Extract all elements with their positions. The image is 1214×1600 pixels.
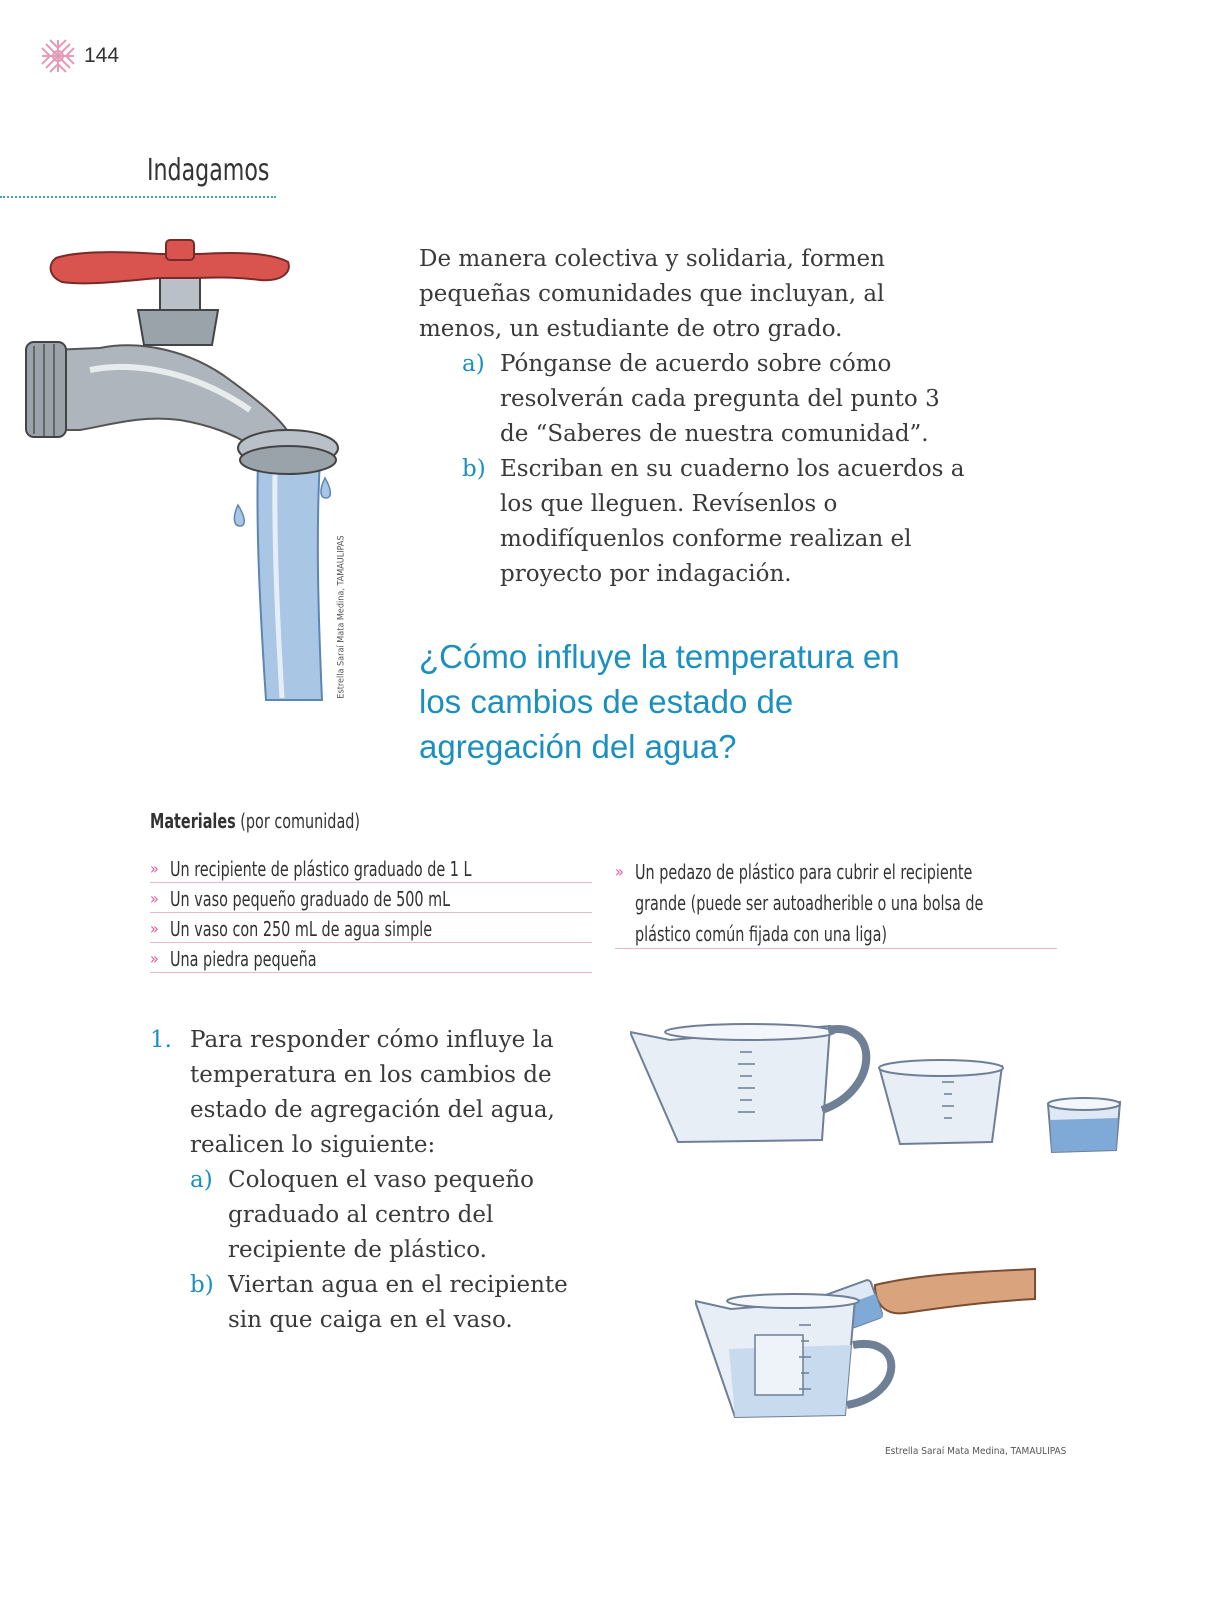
- materials-title-rest: (por comunidad): [235, 809, 361, 833]
- page-header: [40, 38, 119, 74]
- step-1-text: Para responder cómo influye la temperatura en los cambios de estado de agregación del agua, realicen lo siguiente:: [190, 1027, 555, 1158]
- question-heading: ¿Cómo influye la temperatura en los cambios de estado de agregación del agua?: [419, 638, 900, 765]
- intro-item-a-letter: a): [462, 351, 485, 377]
- bullet-arrow-icon: »: [150, 859, 159, 878]
- step-1-item-a: [190, 1163, 600, 1268]
- step-1-number: 1.: [150, 1027, 172, 1053]
- material-item: » Un recipiente de plástico graduado de 1 L: [150, 853, 592, 883]
- materials-list-right: [615, 853, 1057, 949]
- step-1-item-b: [190, 1268, 600, 1338]
- intro-item-b-text: Escriban en su cuaderno los acuerdos a los que lleguen. Revísenlos o modifíquenlos conforme realizan el proyecto por indagación.: [500, 456, 965, 587]
- intro-item-b: [462, 452, 979, 592]
- bullet-arrow-icon: »: [150, 919, 159, 938]
- page-number: 144: [84, 44, 120, 67]
- step-1-item-b-letter: b): [190, 1272, 214, 1298]
- intro-block: [419, 242, 979, 592]
- step-1-item-a-letter: a): [190, 1167, 213, 1193]
- faucet-illustration: [20, 230, 340, 710]
- step-1-intro: [150, 1023, 600, 1163]
- intro-item-a-text: Pónganse de acuerdo sobre cómo resolverán cada pregunta del punto 3 de “Saberes de nuestra comunidad”.: [500, 351, 940, 447]
- intro-item-b-letter: b): [462, 456, 486, 482]
- step-1-item-a-text: Coloquen el vaso pequeño graduado al centro del recipiente de plástico.: [228, 1167, 535, 1263]
- materials-list-left: [150, 853, 592, 973]
- step-1: [150, 1023, 600, 1338]
- bullet-arrow-icon: »: [150, 889, 159, 908]
- pouring-water-illustration: [695, 1265, 1045, 1430]
- material-item-line: grande (puede ser autoadherible o una bolsa de: [635, 891, 984, 915]
- measuring-cups-illustration: [630, 1010, 1130, 1170]
- section-divider: [0, 196, 276, 198]
- bullet-arrow-icon: »: [615, 862, 624, 881]
- material-item-line: » Un pedazo de plástico para cubrir el recipiente: [615, 860, 973, 884]
- materials-title-bold: Materiales: [150, 809, 236, 833]
- material-item: » Un vaso con 250 mL de agua simple: [150, 913, 592, 943]
- material-item: » Un vaso pequeño graduado de 500 mL: [150, 883, 592, 913]
- decorative-flower-icon: [40, 38, 76, 74]
- section-title: Indagamos: [147, 153, 270, 188]
- material-item: » Una piedra pequeña: [150, 943, 592, 973]
- illustration-credit-bottom: Estrella Saraí Mata Medina, TAMAULIPAS: [885, 1446, 1067, 1457]
- illustration-credit-vertical: Estrella Saraí Mata Medina, TAMAULIPAS: [336, 535, 347, 699]
- intro-item-a: [462, 347, 979, 452]
- intro-paragraph: De manera colectiva y solidaria, formen pequeñas comunidades que incluyan, al menos, un estudiante de otro grado.: [419, 246, 885, 342]
- materials-title: [150, 809, 360, 833]
- bullet-arrow-icon: »: [150, 949, 159, 968]
- step-1-item-b-text: Viertan agua en el recipiente sin que caiga en el vaso.: [228, 1272, 568, 1333]
- material-item-line: plástico común fijada con una liga): [615, 915, 1057, 949]
